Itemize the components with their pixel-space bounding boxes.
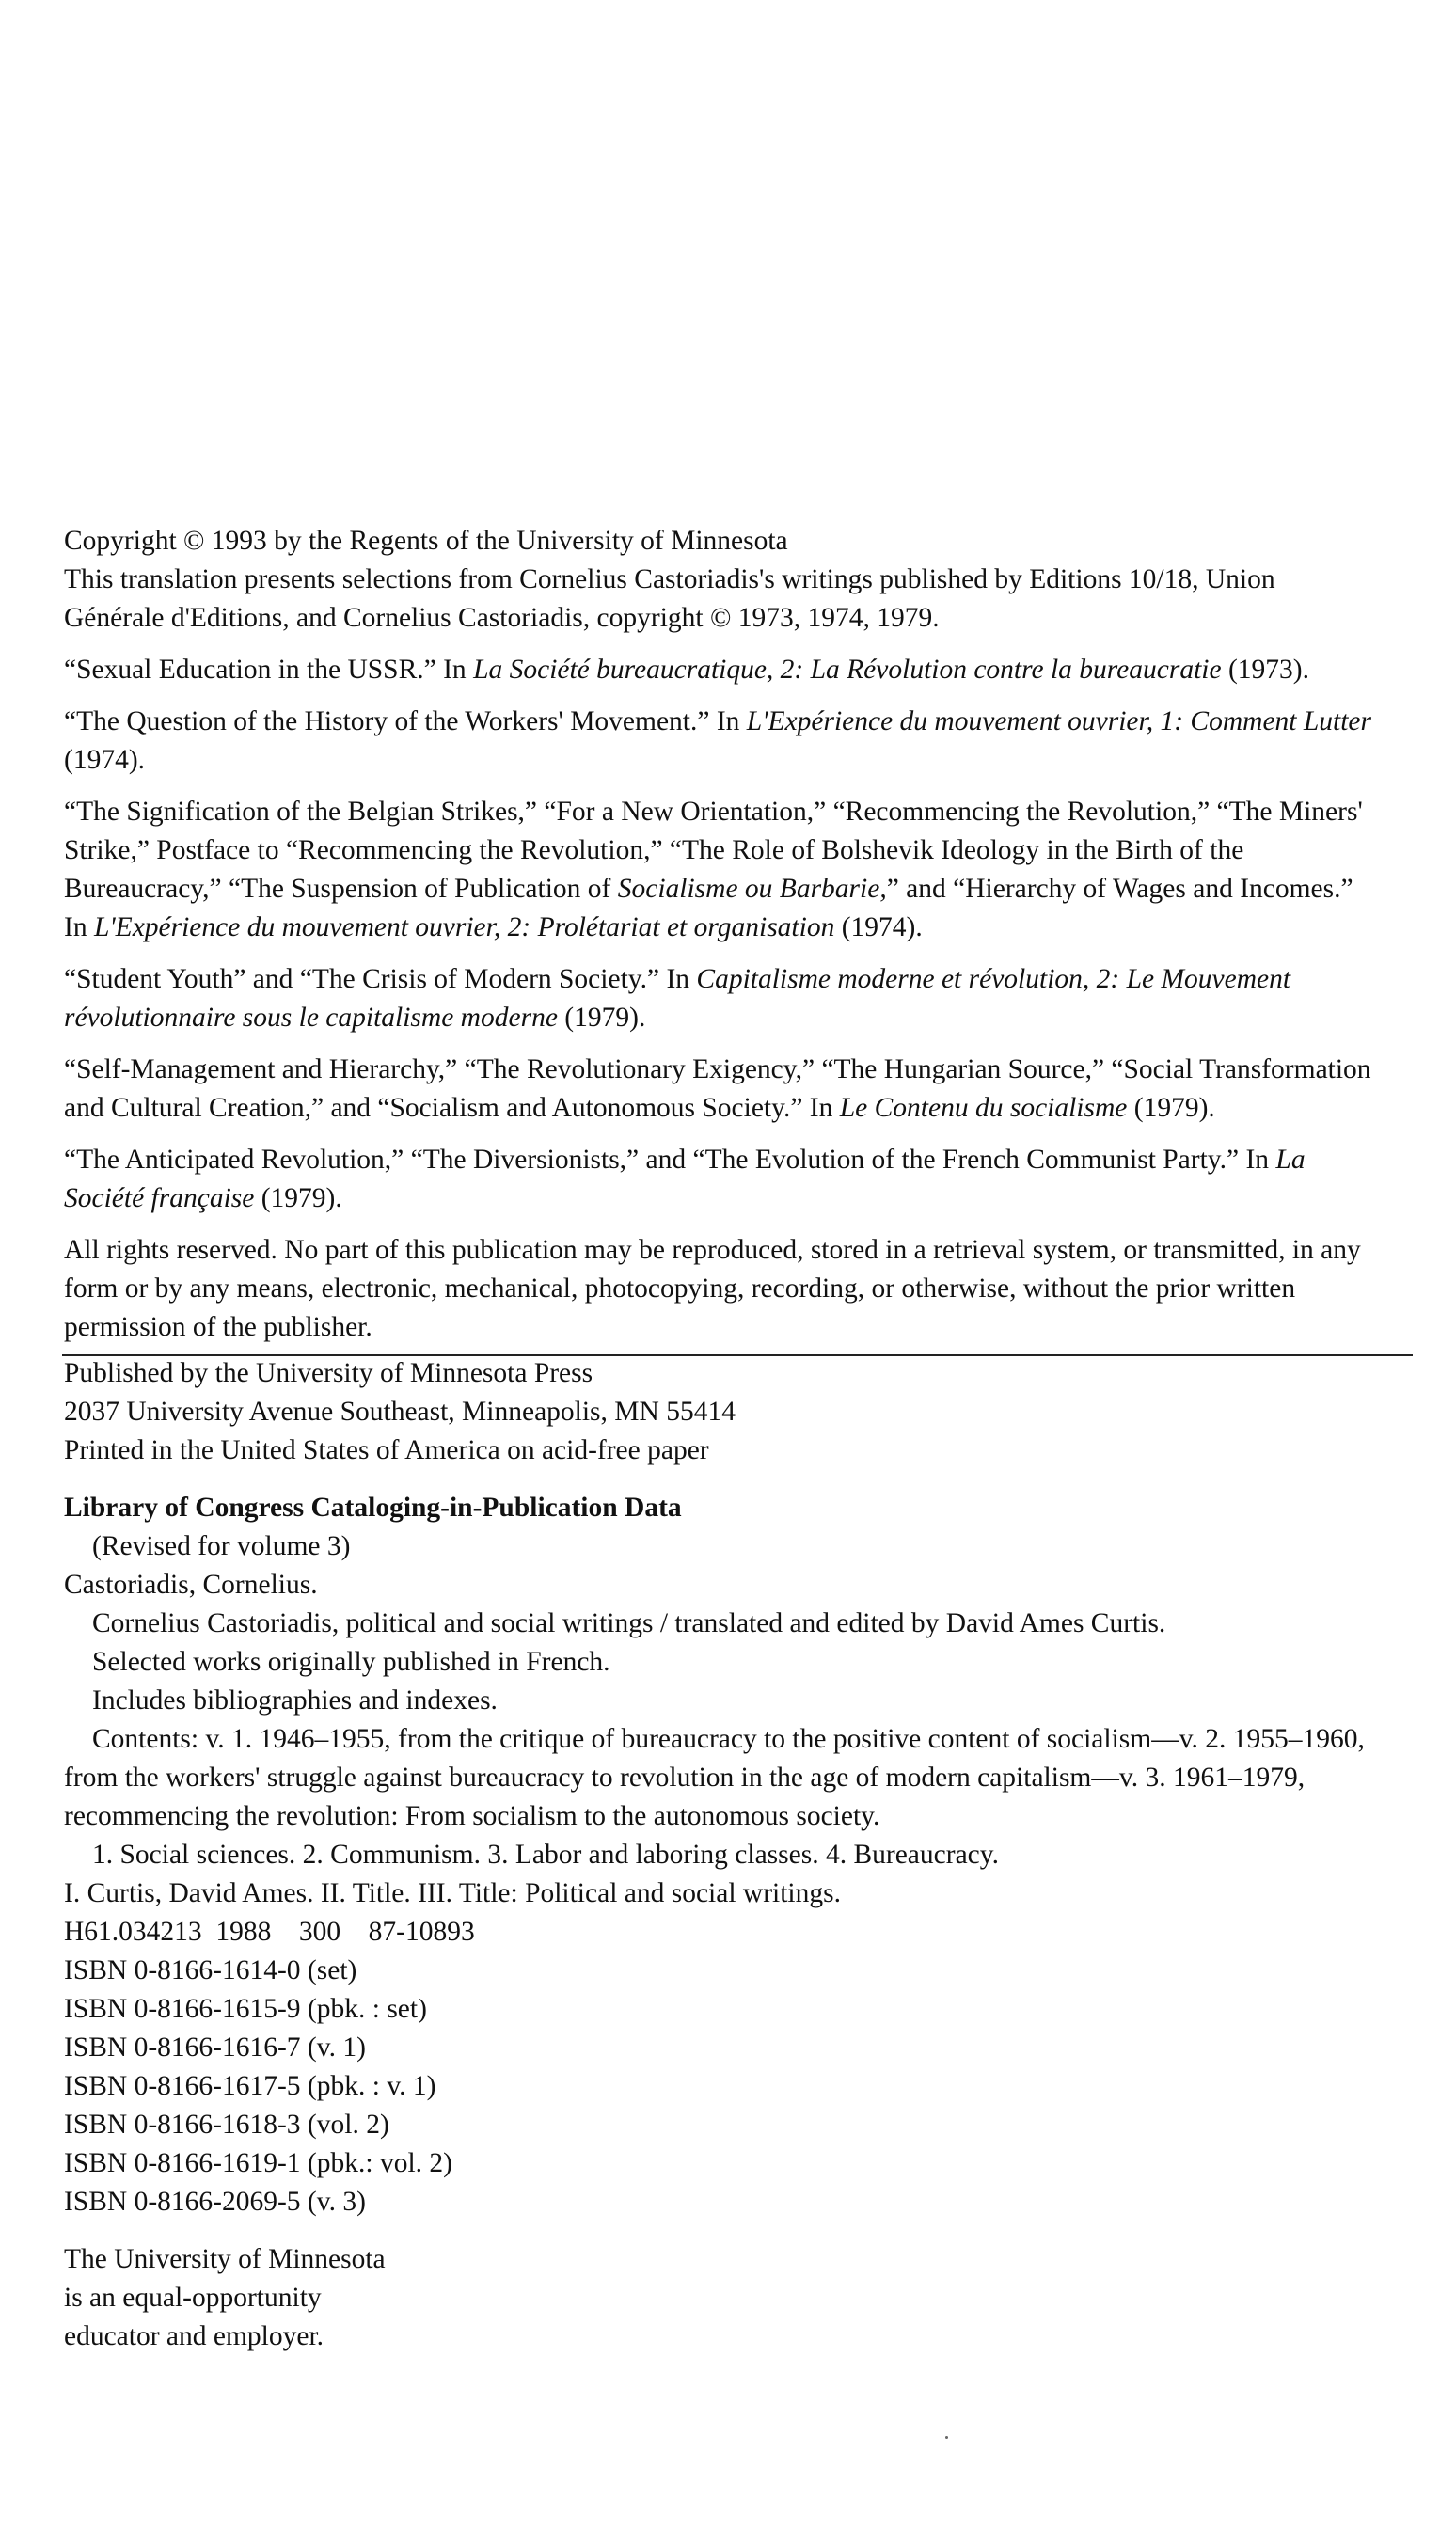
cip-subjects: 1. Social sciences. 2. Communism. 3. Labor and laboring classes. 4. Bureaucracy.	[92, 1840, 999, 1870]
cip-heading: Library of Congress Cataloging-in-Publication Data	[64, 1493, 682, 1523]
print-speck	[945, 2436, 948, 2439]
eo-line: is an equal-opportunity	[64, 2283, 322, 2313]
isbn-line: ISBN 0-8166-1618-3 (vol. 2)	[64, 2110, 389, 2140]
cip-call-number: H61.034213 1988 300 87-10893	[64, 1917, 475, 1947]
isbn-line: ISBN 0-8166-1615-9 (pbk. : set)	[64, 1994, 427, 2024]
rights-statement: All rights reserved. No part of this publication may be reproduced, stored in a retrieval system, or transmitted, in any form or by any means, electronic, mechanical, photocopying, recording, or otherwise, without the prior written permission of the publisher.	[64, 1235, 1361, 1342]
source-entry: “Student Youth” and “The Crisis of Modern Society.” In Capitalisme moderne et révolution, 2: Le Mouvement révolutionnaire sous le capitalisme moderne (1979).	[64, 964, 1291, 1033]
isbn-line: ISBN 0-8166-1619-1 (pbk.: vol. 2)	[64, 2148, 452, 2178]
isbn-line: ISBN 0-8166-1614-0 (set)	[64, 1955, 357, 1985]
source-entry: “The Signification of the Belgian Strikes,” “For a New Orientation,” “Recommencing the Revolution,” “The Miners' Strike,” Postface to “Recommencing the Revolution,” “The Role of Bolshevik Ideology in the Birth of the Bureaucracy,” “The Suspension of Publication of Socialisme ou Barbarie,” and “Hierarchy of Wages and Incomes.” In L'Expérience du mouvement ouvrier, 2: Prolétariat et organisation (1974).	[64, 797, 1363, 942]
cip-includes: Includes bibliographies and indexes.	[92, 1685, 498, 1716]
cip-added-entries: I. Curtis, David Ames. II. Title. III. Title: Political and social writings.	[64, 1878, 841, 1908]
source-entry: “The Anticipated Revolution,” “The Diversionists,” and “The Evolution of the French Communist Party.” In La Société française (1979).	[64, 1145, 1306, 1213]
cip-revised: (Revised for volume 3)	[92, 1531, 351, 1561]
source-entry: “Sexual Education in the USSR.” In La Société bureaucratique, 2: La Révolution contre la bureaucratie (1973).	[64, 655, 1309, 685]
source-entry: “The Question of the History of the Workers' Movement.” In L'Expérience du mouvement ouvrier, 1: Comment Lutter (1974).	[64, 706, 1371, 775]
cip-author: Castoriadis, Cornelius.	[64, 1570, 318, 1600]
cip-title: Cornelius Castoriadis, political and social writings / translated and edited by David Ames Curtis.	[92, 1608, 1166, 1638]
cip-block	[64, 1489, 1371, 2222]
eo-line: educator and employer.	[64, 2321, 324, 2351]
publisher-address: 2037 University Avenue Southeast, Minneapolis, MN 55414	[64, 1397, 736, 1427]
printing-note: Printed in the United States of America on acid-free paper	[64, 1435, 709, 1465]
isbn-line: ISBN 0-8166-1617-5 (pbk. : v. 1)	[64, 2071, 436, 2101]
equal-opportunity-statement	[64, 2240, 1371, 2356]
cip-selected: Selected works originally published in French.	[92, 1647, 610, 1677]
translation-notice: This translation presents selections from Cornelius Castoriadis's writings published by Editions 10/18, Union Générale d'Editions, and Cornelius Castoriadis, copyright © 1973, 1974, 1979.	[64, 564, 1275, 633]
isbn-line: ISBN 0-8166-1616-7 (v. 1)	[64, 2032, 366, 2063]
horizontal-rule	[62, 1354, 1413, 1356]
publisher-name: Published by the University of Minnesota Press	[64, 1358, 593, 1388]
eo-line: The University of Minnesota	[64, 2244, 386, 2274]
copyright-line: Copyright © 1993 by the Regents of the University of Minnesota	[64, 526, 788, 556]
copyright-page	[64, 522, 1371, 2356]
isbn-line: ISBN 0-8166-2069-5 (v. 3)	[64, 2187, 366, 2217]
source-entry: “Self-Management and Hierarchy,” “The Revolutionary Exigency,” “The Hungarian Source,” “Social Transformation and Cultural Creation,” and “Socialism and Autonomous Society.” In Le Contenu du socialisme (1979).	[64, 1054, 1371, 1123]
publisher-block	[64, 1354, 1371, 1470]
cip-contents: Contents: v. 1. 1946–1955, from the critique of bureaucracy to the positive content of socialism—v. 2. 1955–1960, from the workers' struggle against bureaucracy to revolution in the age of modern capitalism—v. 3. 1961–1979, recommencing the revolution: From socialism to the autonomous society.	[64, 1724, 1365, 1831]
